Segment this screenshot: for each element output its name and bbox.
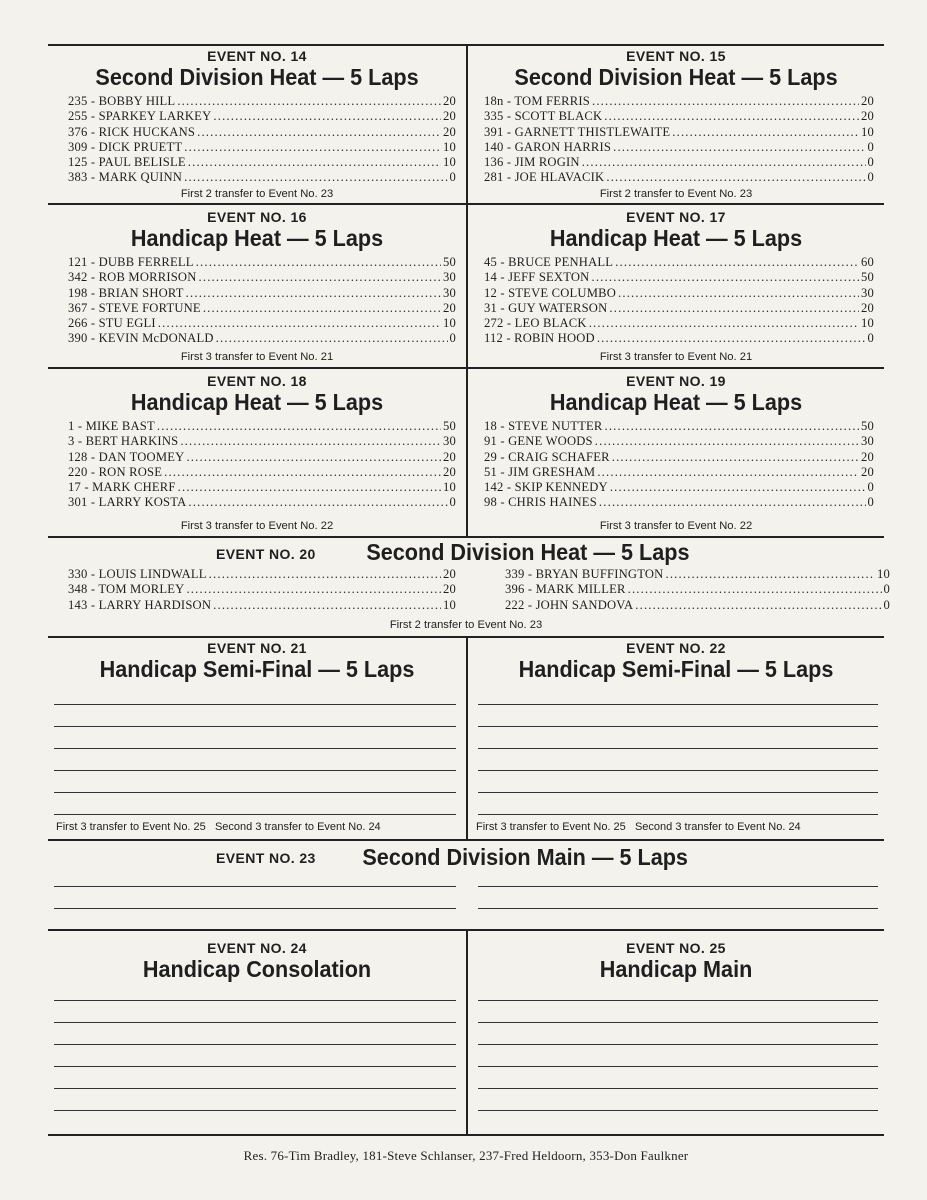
points: 20 [861,109,874,124]
write-in-line[interactable] [54,726,456,727]
rider-name: 125 - PAUL BELISLE [68,155,186,170]
points: 20 [443,94,456,108]
entry-row [484,331,874,346]
entry-row [68,125,456,140]
entry-row [484,125,874,140]
event-number: EVENT NO. 23 [216,850,316,866]
event-title: Handicap Semi-Final — 5 Laps [99,656,415,682]
entry-list-right [505,567,890,613]
event-title: Handicap Heat — 5 Laps [130,389,384,415]
event-title: Handicap Heat — 5 Laps [130,225,384,251]
entry-row [484,94,874,109]
entry-row [68,270,456,285]
write-in-line[interactable] [54,908,456,909]
rider-name: 255 - SPARKEY LARKEY [68,109,212,124]
entry-list [484,94,874,186]
rider-name: 31 - GUY WATERSON [484,300,608,315]
entry-row [484,140,874,155]
points: 0 [449,170,456,185]
rider-name: 142 - SKIP KENNEDY [484,480,608,495]
entry-row [484,495,874,510]
write-in-line[interactable] [478,1088,878,1089]
rider-name: 12 - STEVE COLUMBO [484,285,616,300]
points: 60 [861,255,874,269]
rider-name: 348 - TOM MORLEY [68,582,185,597]
write-in-line[interactable] [54,792,456,793]
points: 10 [443,155,456,170]
entry-row [484,155,874,170]
points: 0 [867,495,874,510]
transfer-note: First 2 transfer to Event No. 23 [180,188,334,200]
entry-list [68,419,456,511]
transfer-notes [476,821,801,833]
points: 0 [867,331,874,346]
rider-name: 112 - ROBIN HOOD [484,331,595,346]
entry-row [68,582,456,597]
points: 20 [443,567,456,581]
points: 30 [861,434,874,449]
entry-row [68,286,456,301]
reserves-line: Res. 76-Tim Bradley, 181-Steve Schlanser, 237-Fred Heldoorn, 353-Don Faulkner [243,1148,689,1163]
event-number: EVENT NO. 16 [207,209,307,225]
rider-name: 222 - JOHN SANDOVA [505,597,634,612]
event-20 [48,539,890,636]
event-title: Second Division Heat — 5 Laps [366,539,690,565]
rider-name: 1 - MIKE BAST [68,419,155,433]
transfer-note: Second 3 transfer to Event No. 24 [214,821,381,833]
points: 10 [877,567,890,581]
rider-name: 339 - BRYAN BUFFINGTON [505,567,664,581]
event-22 [468,640,884,839]
rider-name: 367 - STEVE FORTUNE [68,300,201,315]
event-number: EVENT NO. 24 [207,940,307,956]
transfer-notes [56,821,381,833]
entry-row [68,567,456,582]
write-in-line[interactable] [478,908,878,909]
rider-name: 198 - BRIAN SHORT [68,285,184,300]
points: 0 [867,170,874,185]
entry-list [68,94,456,186]
entry-row [68,140,456,155]
write-in-line[interactable] [478,792,878,793]
event-number: EVENT NO. 25 [626,940,726,956]
points: 0 [883,597,890,612]
entry-row [68,316,456,331]
rider-name: 3 - BERT HARKINS [68,434,179,449]
points: 0 [449,331,456,346]
points: 30 [443,285,456,300]
event-15 [468,48,884,203]
rider-name: 18 - STEVE NUTTER [484,419,603,433]
entry-list [68,255,456,347]
write-in-line[interactable] [54,770,456,771]
write-in-line[interactable] [478,814,878,815]
entry-row [68,255,456,270]
rule [48,839,884,841]
rider-name: 383 - MARK QUINN [68,170,183,185]
entry-row [68,331,456,346]
transfer-note: First 3 transfer to Event No. 25 [476,821,626,833]
transfer-note: First 2 transfer to Event No. 23 [599,188,753,200]
event-21 [48,640,466,839]
entry-row [484,450,874,465]
entry-list [484,419,874,511]
entry-row [68,94,456,109]
transfer-note: First 3 transfer to Event No. 21 [599,351,753,363]
entry-row [484,255,874,270]
entry-row [68,170,456,185]
points: 20 [443,300,456,315]
event-title: Handicap Heat — 5 Laps [549,225,803,251]
event-title: Handicap Main [599,956,753,982]
entry-row [68,434,456,449]
write-in-line[interactable] [54,886,456,887]
write-in-line[interactable] [54,1000,456,1001]
points: 20 [443,124,456,139]
event-number: EVENT NO. 21 [207,640,307,656]
write-in-line[interactable] [478,748,878,749]
write-in-line[interactable] [54,704,456,705]
rule [48,1134,884,1136]
rider-name: 143 - LARRY HARDISON [68,597,212,612]
transfer-note: First 3 transfer to Event No. 22 [180,520,334,532]
rider-name: 272 - LEO BLACK [484,316,587,331]
points: 20 [443,449,456,464]
rider-name: 98 - CHRIS HAINES [484,495,597,510]
write-in-line[interactable] [478,1044,878,1045]
entry-row [484,434,874,449]
entry-row [484,316,874,331]
points: 50 [443,419,456,433]
write-in-line[interactable] [54,1022,456,1023]
event-title: Second Division Heat — 5 Laps [514,64,838,90]
rider-name: 17 - MARK CHERF [68,480,176,495]
entry-row [68,480,456,495]
rider-name: 140 - GARON HARRIS [484,139,612,154]
entry-row [68,495,456,510]
entry-row [68,109,456,124]
entry-row [68,465,456,480]
entry-row [484,286,874,301]
transfer-note: First 2 transfer to Event No. 23 [389,619,543,631]
entry-row [484,109,874,124]
write-in-line[interactable] [54,1066,456,1067]
event-title: Second Division Heat — 5 Laps [95,64,419,90]
rider-name: 266 - STU EGLI [68,316,156,331]
entry-row [505,582,890,597]
write-in-line[interactable] [54,748,456,749]
rider-name: 330 - LOUIS LINDWALL [68,567,207,581]
rider-name: 51 - JIM GRESHAM [484,464,596,479]
points: 20 [443,464,456,479]
points: 10 [443,480,456,495]
points: 20 [443,582,456,597]
event-number: EVENT NO. 15 [626,48,726,64]
rider-name: 121 - DUBB FERRELL [68,255,194,269]
event-title: Second Division Main — 5 Laps [362,844,688,870]
event-title: Handicap Consolation [142,956,372,982]
points: 20 [861,464,874,479]
entry-list-left [68,567,456,613]
transfer-note: Second 3 transfer to Event No. 24 [634,821,801,833]
points: 30 [861,285,874,300]
points: 10 [443,597,456,612]
entry-row [505,598,890,613]
write-in-line[interactable] [478,886,878,887]
event-25 [468,940,884,1134]
entry-list [484,255,874,347]
event-number: EVENT NO. 19 [626,373,726,389]
points: 0 [867,155,874,170]
event-24 [48,940,466,1134]
entry-row [484,301,874,316]
event-17 [468,209,884,367]
points: 10 [861,124,874,139]
rider-name: 14 - JEFF SEXTON [484,270,590,285]
rider-name: 309 - DICK PRUETT [68,139,183,154]
rider-name: 281 - JOE HLAVACIK [484,170,605,185]
rider-name: 235 - BOBBY HILL [68,94,176,108]
rider-name: 220 - RON ROSE [68,464,163,479]
points: 0 [867,139,874,154]
event-19 [468,373,884,536]
transfer-note: First 3 transfer to Event No. 21 [180,351,334,363]
points: 0 [867,480,874,495]
entry-row [484,480,874,495]
write-in-line[interactable] [54,1088,456,1089]
event-number: EVENT NO. 17 [626,209,726,225]
event-14 [48,48,466,203]
event-number: EVENT NO. 22 [626,640,726,656]
points: 0 [449,495,456,510]
entry-row [68,598,456,613]
entry-row [484,465,874,480]
rider-name: 18n - TOM FERRIS [484,94,590,108]
points: 50 [861,419,874,433]
rule [48,536,884,538]
entry-row [484,170,874,185]
rider-name: 391 - GARNETT THISTLEWAITE [484,124,671,139]
points: 20 [861,300,874,315]
write-in-line[interactable] [54,814,456,815]
rider-name: 335 - SCOTT BLACK [484,109,603,124]
write-in-line[interactable] [478,726,878,727]
write-in-line[interactable] [478,1000,878,1001]
event-18 [48,373,466,536]
entry-row [68,301,456,316]
event-23 [48,842,884,929]
rider-name: 128 - DAN TOOMEY [68,449,185,464]
write-in-line[interactable] [478,1110,878,1111]
write-in-line[interactable] [54,1110,456,1111]
points: 20 [861,449,874,464]
entry-row [68,155,456,170]
transfer-note: First 3 transfer to Event No. 25 [56,821,206,833]
points: 10 [443,316,456,331]
event-number: EVENT NO. 18 [207,373,307,389]
write-in-line[interactable] [478,1022,878,1023]
rider-name: 91 - GENE WOODS [484,434,593,449]
event-title: Handicap Semi-Final — 5 Laps [518,656,834,682]
event-number: EVENT NO. 14 [207,48,307,64]
transfer-note: First 3 transfer to Event No. 22 [599,520,753,532]
rider-name: 390 - KEVIN McDONALD [68,331,214,346]
points: 10 [443,139,456,154]
write-in-line[interactable] [478,770,878,771]
write-in-line[interactable] [54,1044,456,1045]
points: 20 [861,94,874,108]
entry-row [68,450,456,465]
points: 50 [861,270,874,285]
points: 20 [443,109,456,124]
event-title: Handicap Heat — 5 Laps [549,389,803,415]
write-in-line[interactable] [478,704,878,705]
points: 10 [861,316,874,331]
entry-row [484,419,874,434]
rider-name: 136 - JIM ROGIN [484,155,580,170]
rider-name: 396 - MARK MILLER [505,582,626,597]
event-number: EVENT NO. 20 [216,546,316,562]
event-16 [48,209,466,367]
program-sheet [48,44,890,1163]
write-in-line[interactable] [478,1066,878,1067]
rider-name: 301 - LARRY KOSTA [68,495,187,510]
rider-name: 29 - CRAIG SCHAFER [484,449,610,464]
entry-row [68,419,456,434]
rider-name: 376 - RICK HUCKANS [68,124,196,139]
entry-row [505,567,890,582]
rider-name: 45 - BRUCE PENHALL [484,255,614,269]
points: 50 [443,255,456,269]
entry-row [484,270,874,285]
points: 30 [443,270,456,285]
points: 30 [443,434,456,449]
points: 0 [883,582,890,597]
rider-name: 342 - ROB MORRISON [68,270,197,285]
